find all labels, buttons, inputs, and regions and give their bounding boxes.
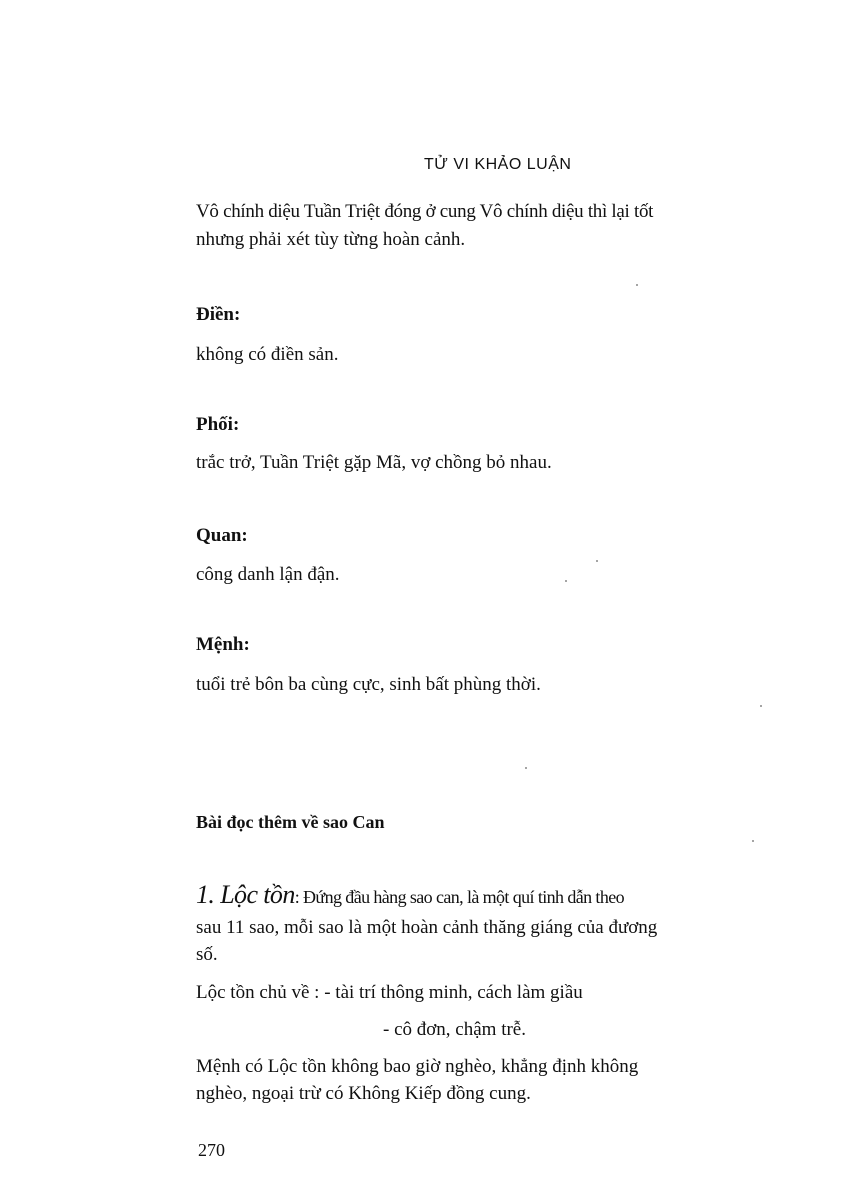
section-title-phoi: Phối: — [196, 414, 240, 435]
scan-speck — [525, 767, 527, 769]
item-line-3: số. — [196, 944, 218, 965]
running-header: TỬ VI KHẢO LUẬN — [424, 156, 572, 173]
item-line-1-text: : Đứng đầu hàng sao can, là một quí tinh dẫn theo — [294, 887, 625, 907]
scan-speck — [752, 840, 754, 842]
main-label-line-1: Lộc tồn chủ về : - tài trí thông minh, cách làm giầu — [196, 982, 583, 1003]
reading-title: Bài đọc thêm về sao Can — [196, 812, 385, 832]
section-title-menh: Mệnh: — [196, 634, 250, 655]
intro-line-1: Vô chính diệu Tuần Triệt đóng ở cung Vô chính diệu thì lại tốt — [196, 201, 654, 222]
page-number: 270 — [198, 1140, 225, 1160]
section-text-menh: tuổi trẻ bôn ba cùng cực, sinh bất phùng thời. — [196, 674, 541, 695]
item-heading: 1. Lộc tồn — [196, 880, 295, 909]
main-label-line-2: - cô đơn, chậm trễ. — [383, 1019, 526, 1040]
intro-line-2: nhưng phải xét tùy từng hoàn cảnh. — [196, 229, 466, 250]
section-title-quan: Quan: — [196, 525, 248, 546]
item-line-1 — [196, 880, 625, 909]
closing-line-2: nghèo, ngoại trừ có Không Kiếp đồng cung. — [196, 1083, 531, 1104]
item-line-2: sau 11 sao, mỗi sao là một hoàn cảnh thăng giáng của đương — [196, 917, 658, 938]
section-text-dien: không có điền sản. — [196, 344, 339, 365]
scan-speck — [636, 284, 638, 286]
section-text-quan: công danh lận đận. — [196, 564, 340, 585]
section-title-dien: Điền: — [196, 304, 241, 325]
scan-speck — [596, 560, 598, 562]
scan-speck — [565, 580, 567, 582]
section-text-phoi: trắc trở, Tuần Triệt gặp Mã, vợ chồng bỏ nhau. — [196, 452, 552, 473]
scan-speck — [760, 705, 762, 707]
closing-line-1: Mệnh có Lộc tồn không bao giờ nghèo, khẳng định không — [196, 1056, 639, 1077]
